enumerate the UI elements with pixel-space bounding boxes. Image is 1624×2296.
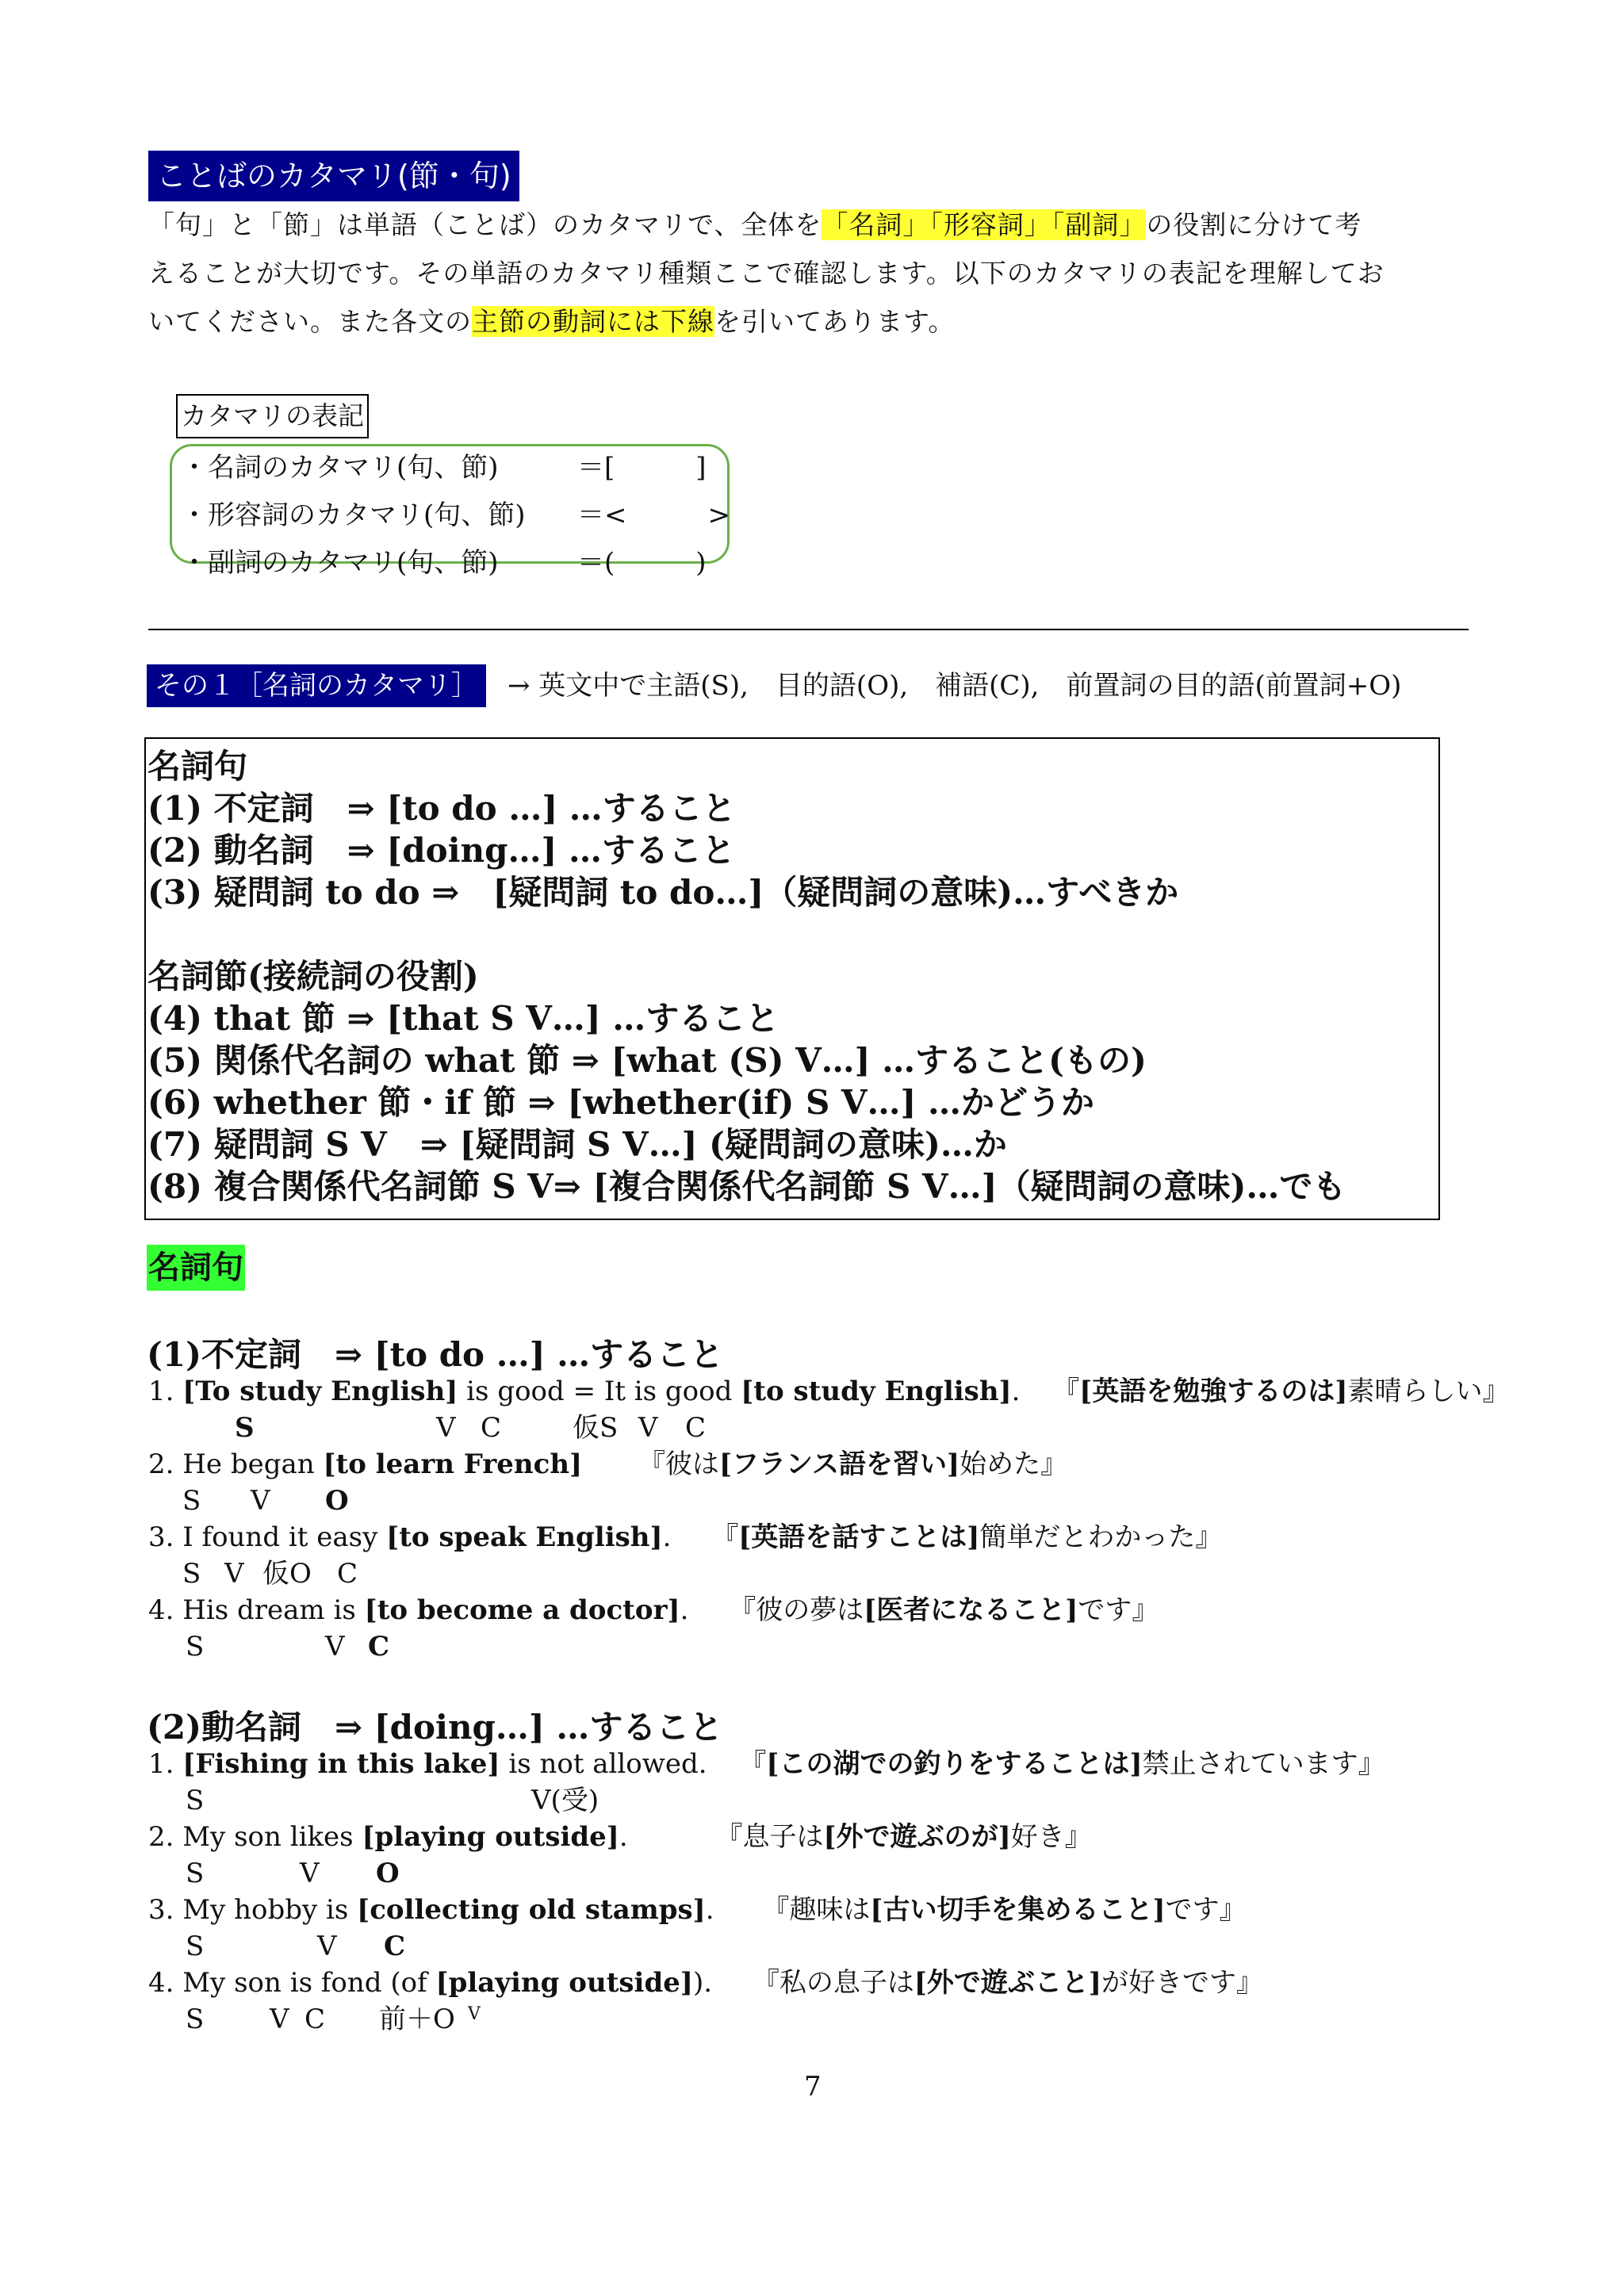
translation-text: 『	[1052, 1376, 1080, 1407]
example-text: is good = It is good	[458, 1376, 741, 1407]
sub2-example-1	[148, 1746, 1385, 1782]
role-label: V	[300, 1858, 320, 1889]
sub1-example-1	[148, 1373, 1509, 1410]
sub1-example-2	[148, 1446, 1067, 1483]
translation-text: です』	[1078, 1594, 1159, 1626]
divider	[148, 629, 1469, 630]
notation-label: カタマリの表記	[176, 394, 369, 438]
example-phrase: [to become a doctor]	[364, 1594, 680, 1626]
translation-phrase: [外で遊ぶのが]	[823, 1821, 1011, 1853]
example-phrase: [playing outside]	[362, 1821, 619, 1853]
sub2-heading: (2)動名詞 ⇒ [doing…] …すること	[147, 1708, 723, 1747]
translation-text: 『息子は	[715, 1821, 824, 1853]
translation-phrase: [古い切手を集めること]	[870, 1894, 1166, 1926]
page-number: 7	[804, 2071, 822, 2103]
role-label: C	[337, 1558, 358, 1590]
translation-text: 『私の息子は	[752, 1967, 914, 1999]
example-text: 2. My son likes	[148, 1821, 362, 1853]
notation-item-label: ・形容詞のカタマリ(句、節)	[181, 499, 526, 531]
role-label: S	[186, 1931, 205, 1962]
role-label: S	[182, 1485, 201, 1517]
summary-item: (8) 複合関係代名詞節 S V⇒ [複合関係代名詞節 S V…]（疑問詞の意味)…でも	[147, 1167, 1346, 1206]
translation-phrase: [この湖での釣りをすることは]	[766, 1748, 1143, 1780]
example-text: .	[705, 1894, 714, 1926]
example-text: 2. He began	[148, 1448, 324, 1480]
translation-text: 『彼は	[638, 1448, 719, 1480]
example-phrase: [to learn French]	[323, 1448, 583, 1480]
summary-item: (4) that 節 ⇒ [that S V…] …すること	[147, 999, 779, 1038]
sub2-example-3	[148, 1892, 1247, 1928]
translation-phrase: [フランス語を習い]	[718, 1448, 960, 1480]
notation-list	[181, 444, 730, 587]
section1-badge: その１［名詞のカタマリ］	[147, 664, 486, 707]
example-text: .	[680, 1594, 689, 1626]
example-text: 4. His dream is	[148, 1594, 365, 1626]
notation-item	[181, 444, 730, 492]
sub2-example-2	[148, 1819, 1092, 1855]
example-text: 4. My son is fond (of	[148, 1967, 436, 1999]
translation-text: 簡単だとわかった』	[979, 1521, 1223, 1553]
example-text: .	[619, 1821, 628, 1853]
intro-highlight: 「名詞」「形容詞」「副詞」	[822, 209, 1147, 240]
role-label: O	[325, 1485, 349, 1517]
example-phrase: [Fishing in this lake]	[182, 1748, 500, 1780]
role-label: S	[235, 1412, 255, 1444]
example-phrase: [playing outside]	[435, 1967, 693, 1999]
role-label: V	[638, 1412, 658, 1444]
role-label: C	[685, 1412, 707, 1444]
intro-text: を引いてあります。	[714, 306, 956, 337]
translation-phrase: [英語を話すことは]	[738, 1521, 980, 1553]
role-label: C	[368, 1631, 390, 1663]
example-phrase: [to study English]	[741, 1376, 1012, 1407]
role-label: V	[251, 1485, 270, 1517]
translation-text: 『彼の夢は	[729, 1594, 864, 1626]
translation-phrase: [英語を勉強するのは]	[1079, 1376, 1348, 1407]
intro-text: の役割に分けて考	[1146, 209, 1362, 240]
role-label: C	[481, 1412, 502, 1444]
notation-item-label: ・副詞のカタマリ(句、節)	[181, 547, 499, 579]
notation-item	[181, 492, 730, 539]
notation-item-mark: ＝[ ]	[577, 452, 707, 484]
noun-phrase-label: 名詞句	[147, 1245, 245, 1291]
section-title: ことばのカタマリ(節・句)	[148, 151, 519, 201]
sub2-example-4	[148, 1965, 1263, 2001]
translation-text: 『	[711, 1521, 739, 1553]
role-label: S	[186, 1785, 205, 1816]
intro-line-3	[148, 298, 955, 346]
role-label: 仮O	[262, 1558, 312, 1590]
role-label: 仮S	[573, 1412, 619, 1444]
summary-item: (3) 疑問詞 to do ⇒ [疑問詞 to do…]（疑問詞の意味)…すべきか	[147, 873, 1179, 912]
summary-content	[147, 745, 1346, 1207]
sub1-heading: (1)不定詞 ⇒ [to do …] …すること	[147, 1335, 724, 1374]
role-label: V	[317, 1931, 337, 1962]
example-text: .	[1011, 1376, 1021, 1407]
summary-item: (1) 不定詞 ⇒ [to do …] …すること	[147, 789, 736, 828]
summary-item: (5) 関係代名詞の what 節 ⇒ [what (S) V…] …すること(もの)	[147, 1041, 1147, 1080]
role-label: S	[186, 2003, 205, 2035]
spacer	[147, 913, 1346, 955]
role-label: S	[182, 1558, 201, 1590]
translation-text: です』	[1165, 1894, 1247, 1926]
role-label: S	[186, 1631, 205, 1663]
translation-text: 禁止されています』	[1142, 1748, 1385, 1780]
example-text: .	[662, 1521, 672, 1553]
role-label: V	[436, 1412, 456, 1444]
role-label: 前＋O	[379, 2003, 455, 2035]
example-phrase: [To study English]	[182, 1376, 458, 1407]
summary-item: (2) 動名詞 ⇒ [doing…] …すること	[147, 831, 736, 870]
sub1-example-3	[148, 1519, 1222, 1556]
role-label: S	[186, 1858, 205, 1889]
role-label: O	[376, 1858, 400, 1889]
section1-desc: → 英文中で主語(S), 目的語(O), 補語(C), 前置詞の目的語(前置詞+O)	[508, 670, 1402, 702]
sub1-example-4	[148, 1592, 1159, 1628]
role-label: C	[384, 1931, 406, 1962]
summary-item: (6) whether 節・if 節 ⇒ [whether(if) S V…] …かどうか	[147, 1083, 1094, 1122]
notation-item-mark: ＝( )	[577, 547, 707, 579]
role-label: V	[325, 1631, 345, 1663]
example-phrase: [to speak English]	[386, 1521, 663, 1553]
translation-phrase: [医者になること]	[864, 1594, 1078, 1626]
summary-item: (7) 疑問詞 S V ⇒ [疑問詞 S V…] (疑問詞の意味)…か	[147, 1125, 1007, 1164]
translation-text: 素晴らしい』	[1347, 1376, 1510, 1407]
summary-clause-heading: 名詞節(接続詞の役割)	[147, 957, 479, 996]
notation-item	[181, 539, 730, 587]
translation-text: 『	[739, 1748, 767, 1780]
translation-text: が好きです』	[1101, 1967, 1264, 1999]
role-label: V	[224, 1558, 244, 1590]
notation-item-label: ・名詞のカタマリ(句、節)	[181, 452, 499, 484]
translation-text: 『趣味は	[762, 1894, 871, 1926]
intro-highlight: 主節の動詞には下線	[472, 306, 714, 337]
role-label: C	[304, 2003, 326, 2035]
example-text: 3. My hobby is	[148, 1894, 358, 1926]
translation-phrase: [外で遊ぶこと]	[914, 1967, 1102, 1999]
intro-text: いてください。また各文の	[148, 306, 472, 337]
example-text: ).	[692, 1967, 713, 1999]
example-text: is not allowed.	[500, 1748, 707, 1780]
intro-text: 「句」と「節」は単語（ことば）のカタマリで、全体を	[148, 209, 822, 240]
example-text: 1.	[148, 1748, 183, 1780]
example-phrase: [collecting old stamps]	[357, 1894, 706, 1926]
intro-line-1	[148, 201, 1362, 249]
translation-text: 好き』	[1010, 1821, 1092, 1853]
role-label: V	[468, 2004, 481, 2024]
notation-item-mark: ＝< >	[577, 499, 730, 531]
intro-line-2: えることが大切です。その単語のカタマリ種類ここで確認します。以下のカタマリの表記を理解してお	[148, 258, 1385, 289]
example-text: 3. I found it easy	[148, 1521, 387, 1553]
translation-text: 始めた』	[959, 1448, 1068, 1480]
role-label: V	[270, 2003, 289, 2035]
summary-phrase-heading: 名詞句	[147, 747, 248, 786]
example-text: 1.	[148, 1376, 183, 1407]
role-label: V(受)	[531, 1785, 599, 1816]
